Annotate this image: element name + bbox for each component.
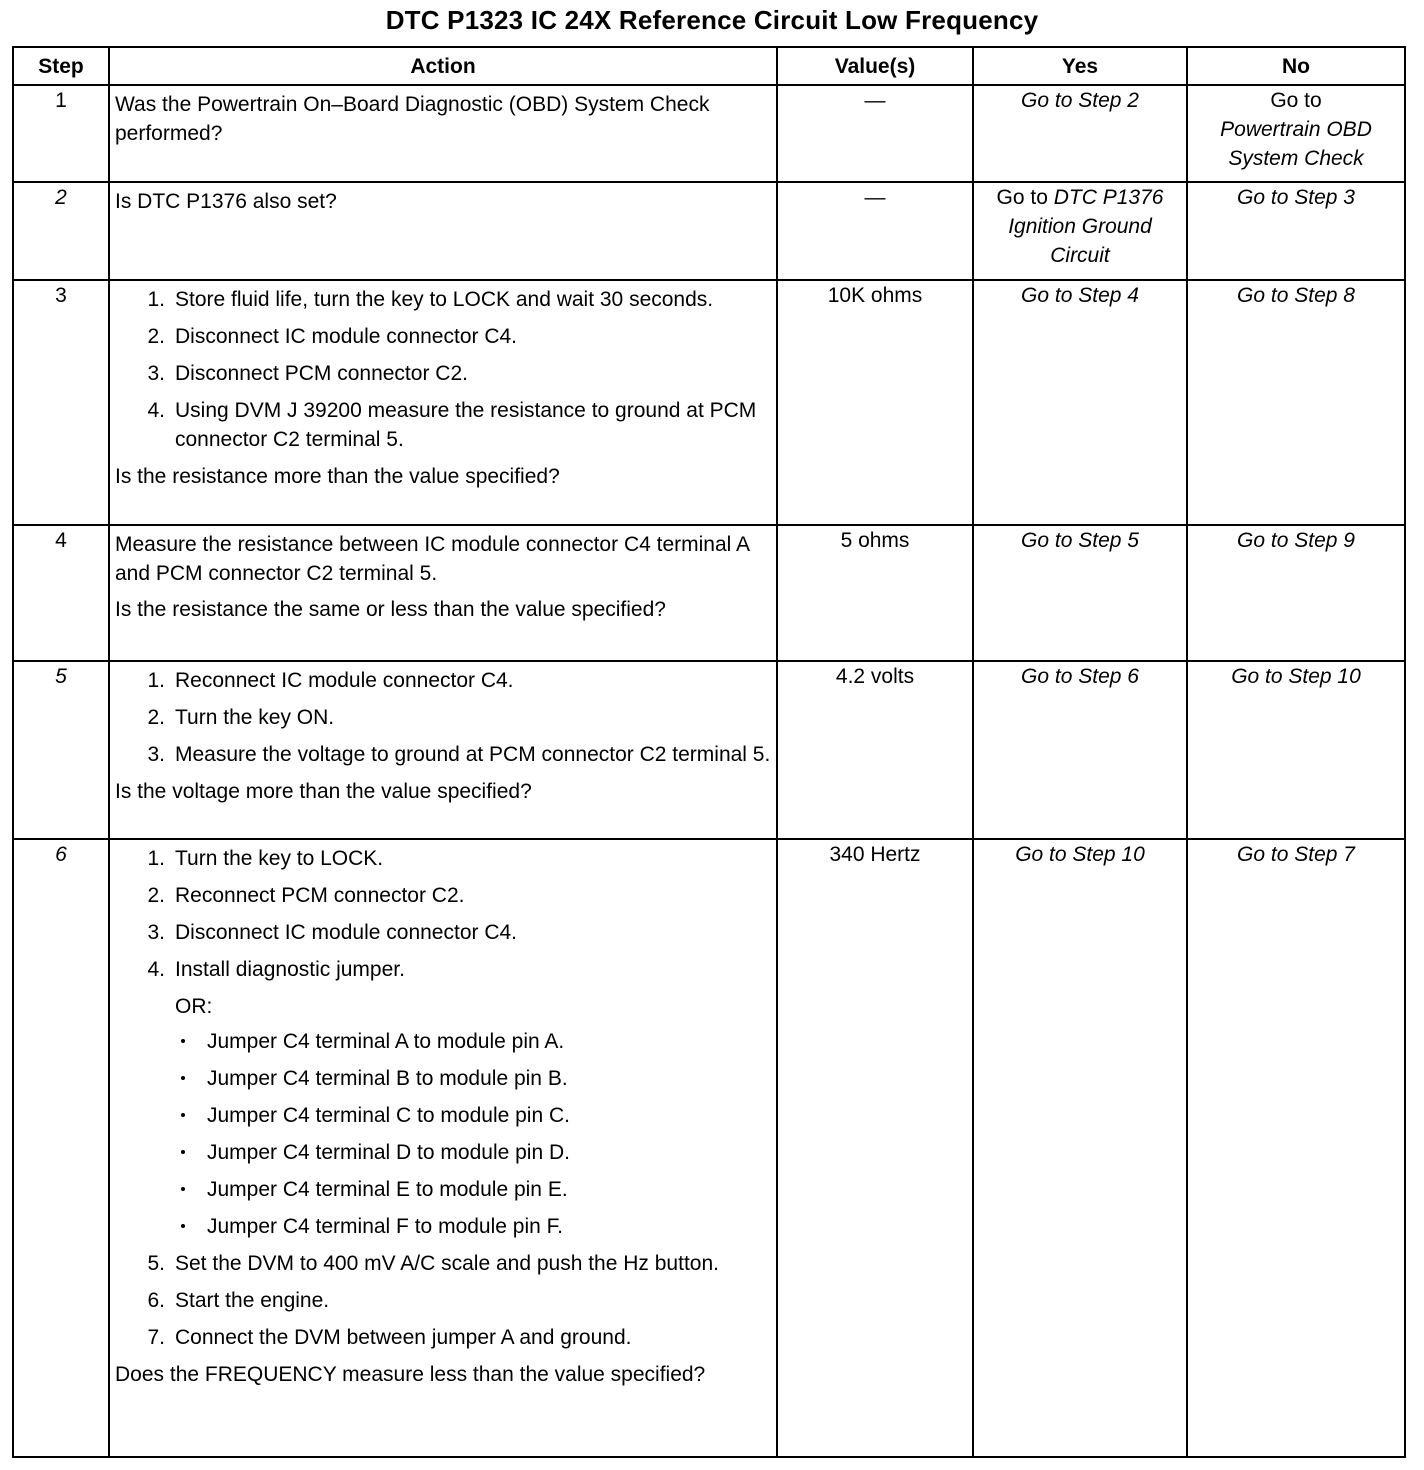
no-text: Powertrain OBD [1220, 118, 1372, 141]
action-question: Does the FREQUENCY measure less than the value specified? [115, 1363, 706, 1386]
yes-cell: Go to Step 10 [973, 839, 1187, 1457]
bullet-icon [181, 1039, 185, 1043]
list-item: 2. Turn the key ON. [147, 706, 335, 729]
action-cell [109, 85, 777, 182]
bullet-icon [181, 1187, 185, 1191]
header-action: Action [109, 47, 777, 85]
action-steps [115, 1249, 771, 1352]
no-text: System Check [1228, 147, 1364, 170]
list-item: 6. Start the engine. [147, 1289, 330, 1312]
list-item: 7. Connect the DVM between jumper A and ground. [147, 1326, 632, 1349]
no-cell [1187, 85, 1405, 182]
table-row [13, 661, 1405, 839]
page-title: DTC P1323 IC 24X Reference Circuit Low Frequency [385, 5, 1039, 35]
value-cell: 10K ohms [777, 280, 973, 525]
no-cell: Go to Step 3 [1187, 182, 1405, 280]
value-cell: 340 Hertz [777, 839, 973, 1457]
step-number: 1 [13, 85, 109, 182]
diagnostic-table [12, 46, 1406, 1458]
value-cell: 4.2 volts [777, 661, 973, 839]
list-item: Jumper C4 terminal D to module pin D. [115, 1138, 771, 1167]
action-steps [115, 285, 771, 454]
value-cell: — [777, 85, 973, 182]
header-values: Value(s) [777, 47, 973, 85]
yes-text: Go to [996, 186, 1054, 209]
header-row [13, 47, 1405, 85]
no-cell: Go to Step 10 [1187, 661, 1405, 839]
no-cell: Go to Step 7 [1187, 839, 1405, 1457]
yes-cell: Go to Step 4 [973, 280, 1187, 525]
list-item: 3. Disconnect PCM connector C2. [147, 362, 468, 385]
list-item: 3. Measure the voltage to ground at PCM connector C2 terminal 5. [147, 743, 771, 766]
table-row [13, 85, 1405, 182]
list-item: 1. Store fluid life, turn the key to LOCK and wait 30 seconds. [147, 288, 714, 311]
step-number: 6 [13, 839, 109, 1457]
action-cell [109, 661, 777, 839]
step-number: 3 [13, 280, 109, 525]
value-cell: 5 ohms [777, 525, 973, 661]
bullet-icon [181, 1113, 185, 1117]
table-row [13, 182, 1405, 280]
bullet-icon [181, 1150, 185, 1154]
list-item: 3. Disconnect IC module connector C4. [147, 921, 517, 944]
list-item: 4. Using DVM J 39200 measure the resistance to ground at PCM connector C2 terminal 5. [147, 399, 757, 451]
yes-text: DTC P1376 [1053, 186, 1164, 209]
action-question: Is the resistance more than the value specified? [115, 465, 560, 488]
table-row [13, 839, 1405, 1457]
yes-cell: Go to Step 2 [973, 85, 1187, 182]
action-question: Is the resistance the same or less than the value specified? [115, 598, 666, 621]
list-item: Jumper C4 terminal F to module pin F. [115, 1212, 771, 1241]
list-item: 1. Turn the key to LOCK. [147, 847, 384, 870]
list-item: 5. Set the DVM to 400 mV A/C scale and push the Hz button. [147, 1252, 719, 1275]
jumper-bullets [115, 1027, 771, 1241]
no-text: Go to [1270, 89, 1322, 112]
no-cell: Go to Step 8 [1187, 280, 1405, 525]
action-cell [109, 280, 777, 525]
action-cell [109, 525, 777, 661]
header-yes: Yes [973, 47, 1187, 85]
action-question: Is the voltage more than the value specified? [115, 780, 532, 803]
action-text: Measure the resistance between IC module connector C4 terminal A and PCM connector C2 terminal 5. [115, 533, 749, 585]
step-number: 4 [13, 525, 109, 661]
list-item: 2. Reconnect PCM connector C2. [147, 884, 465, 907]
action-cell [109, 839, 777, 1457]
bullet-icon [181, 1224, 185, 1228]
yes-cell: Go to Step 6 [973, 661, 1187, 839]
list-item: Jumper C4 terminal C to module pin C. [115, 1101, 771, 1130]
list-item: 2. Disconnect IC module connector C4. [147, 325, 517, 348]
value-cell: — [777, 182, 973, 280]
list-item: 1. Reconnect IC module connector C4. [147, 669, 514, 692]
list-item: Jumper C4 terminal A to module pin A. [115, 1027, 771, 1056]
no-cell: Go to Step 9 [1187, 525, 1405, 661]
action-steps [115, 844, 771, 984]
action-steps [115, 666, 771, 769]
list-item: Jumper C4 terminal E to module pin E. [115, 1175, 771, 1204]
table-row [13, 525, 1405, 661]
action-text: Is DTC P1376 also set? [115, 190, 337, 213]
yes-text: Circuit [1050, 244, 1110, 267]
action-text: Was the Powertrain On–Board Diagnostic (OBD) System Check performed? [115, 93, 710, 145]
yes-cell [973, 182, 1187, 280]
yes-text: Ignition Ground [1008, 215, 1152, 238]
yes-cell: Go to Step 5 [973, 525, 1187, 661]
list-item: Jumper C4 terminal B to module pin B. [115, 1064, 771, 1093]
header-no: No [1187, 47, 1405, 85]
list-item: 4. Install diagnostic jumper. [147, 958, 405, 981]
step-number: 5 [13, 661, 109, 839]
table-row [13, 280, 1405, 525]
step-number: 2 [13, 182, 109, 280]
or-label: OR: [175, 995, 213, 1018]
action-cell [109, 182, 777, 280]
bullet-icon [181, 1076, 185, 1080]
header-step: Step [13, 47, 109, 85]
